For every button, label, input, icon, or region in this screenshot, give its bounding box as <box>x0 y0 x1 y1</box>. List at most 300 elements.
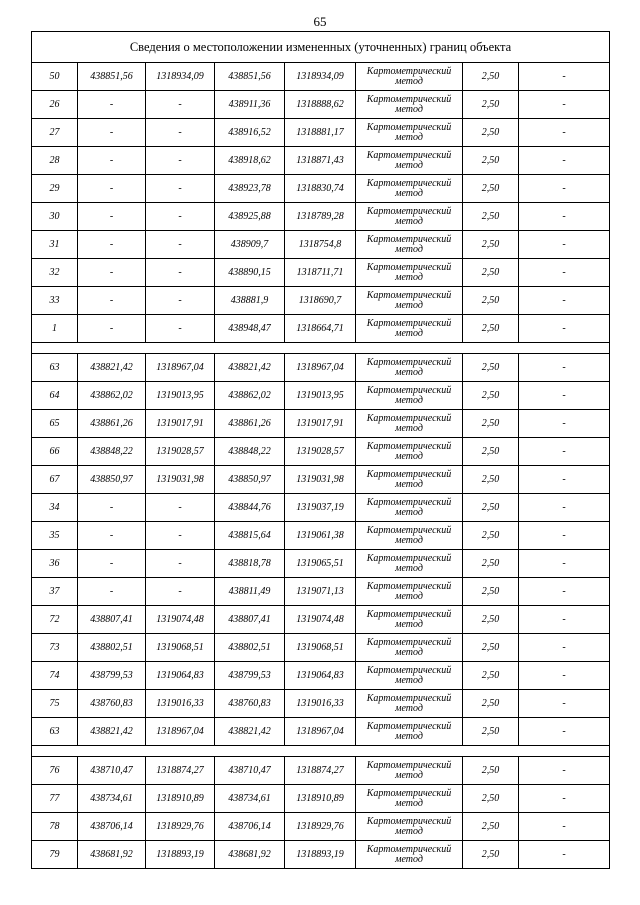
point-number-cell: 75 <box>32 690 78 718</box>
refined-y-cell: 1318830,74 <box>285 175 356 203</box>
existing-y-cell: - <box>146 522 215 550</box>
method-cell <box>356 410 463 438</box>
existing-x-cell: 438799,53 <box>78 662 146 690</box>
method-cell <box>356 578 463 606</box>
method-line-1: Картометрический <box>366 787 452 799</box>
existing-y-cell: - <box>146 91 215 119</box>
refined-x-cell: 438890,15 <box>215 259 285 287</box>
refined-y-cell: 1318888,62 <box>285 91 356 119</box>
existing-x-cell: - <box>78 315 146 343</box>
note-cell: - <box>519 438 610 466</box>
accuracy-cell: 2,50 <box>463 522 519 550</box>
method-cell <box>356 203 463 231</box>
existing-y-cell: 1318967,04 <box>146 354 215 382</box>
method-line-2: метод <box>395 730 423 742</box>
note-cell: - <box>519 841 610 869</box>
existing-y-cell: 1319017,91 <box>146 410 215 438</box>
method-line-1: Картометрический <box>366 468 452 480</box>
existing-y-cell: - <box>146 494 215 522</box>
existing-x-cell: 438710,47 <box>78 757 146 785</box>
refined-y-cell: 1319065,51 <box>285 550 356 578</box>
table-row <box>32 315 610 343</box>
method-line-2: метод <box>395 422 423 434</box>
point-number-cell: 36 <box>32 550 78 578</box>
method-cell <box>356 259 463 287</box>
method-cell <box>356 175 463 203</box>
refined-y-cell: 1318871,43 <box>285 147 356 175</box>
refined-x-cell: 438850,97 <box>215 466 285 494</box>
method-line-1: Картометрический <box>366 815 452 827</box>
existing-y-cell: - <box>146 315 215 343</box>
existing-y-cell: 1319074,48 <box>146 606 215 634</box>
accuracy-cell: 2,50 <box>463 259 519 287</box>
existing-x-cell: 438681,92 <box>78 841 146 869</box>
refined-y-cell: 1319061,38 <box>285 522 356 550</box>
method-line-2: метод <box>395 450 423 462</box>
point-number-cell: 30 <box>32 203 78 231</box>
method-line-1: Картометрический <box>366 636 452 648</box>
existing-x-cell: 438861,26 <box>78 410 146 438</box>
refined-x-cell: 438844,76 <box>215 494 285 522</box>
table-row <box>32 147 610 175</box>
refined-x-cell: 438807,41 <box>215 606 285 634</box>
table-title: Сведения о местоположении измененных (уточненных) границ объекта <box>32 32 610 63</box>
refined-x-cell: 438861,26 <box>215 410 285 438</box>
method-line-1: Картометрический <box>366 317 452 329</box>
existing-y-cell: 1319064,83 <box>146 662 215 690</box>
refined-y-cell: 1318929,76 <box>285 813 356 841</box>
accuracy-cell: 2,50 <box>463 578 519 606</box>
existing-x-cell: - <box>78 203 146 231</box>
note-cell: - <box>519 63 610 91</box>
method-line-1: Картометрический <box>366 552 452 564</box>
table-row <box>32 690 610 718</box>
existing-y-cell: 1318910,89 <box>146 785 215 813</box>
table-row <box>32 813 610 841</box>
method-cell <box>356 382 463 410</box>
accuracy-cell: 2,50 <box>463 175 519 203</box>
method-line-1: Картометрический <box>366 524 452 536</box>
existing-x-cell: - <box>78 231 146 259</box>
table-row <box>32 466 610 494</box>
method-cell <box>356 119 463 147</box>
method-line-2: метод <box>395 159 423 171</box>
accuracy-cell: 2,50 <box>463 231 519 259</box>
refined-y-cell: 1319037,19 <box>285 494 356 522</box>
accuracy-cell: 2,50 <box>463 315 519 343</box>
existing-x-cell: 438848,22 <box>78 438 146 466</box>
point-number-cell: 29 <box>32 175 78 203</box>
method-line-2: метод <box>395 327 423 339</box>
refined-y-cell: 1318910,89 <box>285 785 356 813</box>
method-cell <box>356 522 463 550</box>
method-line-1: Картометрический <box>366 93 452 105</box>
refined-y-cell: 1318690,7 <box>285 287 356 315</box>
table-row <box>32 785 610 813</box>
method-cell <box>356 287 463 315</box>
method-cell <box>356 757 463 785</box>
accuracy-cell: 2,50 <box>463 718 519 746</box>
accuracy-cell: 2,50 <box>463 147 519 175</box>
refined-x-cell: 438815,64 <box>215 522 285 550</box>
refined-x-cell: 438734,61 <box>215 785 285 813</box>
note-cell: - <box>519 119 610 147</box>
method-cell <box>356 634 463 662</box>
method-line-1: Картометрический <box>366 149 452 161</box>
note-cell: - <box>519 522 610 550</box>
method-line-1: Картометрический <box>366 384 452 396</box>
method-line-1: Картометрический <box>366 664 452 676</box>
existing-x-cell: 438851,56 <box>78 63 146 91</box>
existing-x-cell: - <box>78 287 146 315</box>
existing-y-cell: - <box>146 578 215 606</box>
table-row <box>32 606 610 634</box>
accuracy-cell: 2,50 <box>463 813 519 841</box>
refined-x-cell: 438802,51 <box>215 634 285 662</box>
method-line-1: Картометрический <box>366 261 452 273</box>
existing-x-cell: - <box>78 175 146 203</box>
method-cell <box>356 841 463 869</box>
refined-y-cell: 1318881,17 <box>285 119 356 147</box>
existing-x-cell: - <box>78 119 146 147</box>
method-line-1: Картометрический <box>366 720 452 732</box>
accuracy-cell: 2,50 <box>463 785 519 813</box>
note-cell: - <box>519 410 610 438</box>
note-cell: - <box>519 578 610 606</box>
method-line-2: метод <box>395 674 423 686</box>
refined-y-cell: 1319016,33 <box>285 690 356 718</box>
method-line-1: Картометрический <box>366 440 452 452</box>
method-line-1: Картометрический <box>366 289 452 301</box>
table-row <box>32 410 610 438</box>
table-row <box>32 203 610 231</box>
note-cell: - <box>519 718 610 746</box>
existing-x-cell: 438760,83 <box>78 690 146 718</box>
refined-x-cell: 438918,62 <box>215 147 285 175</box>
method-line-2: метод <box>395 825 423 837</box>
existing-x-cell: - <box>78 259 146 287</box>
existing-y-cell: - <box>146 175 215 203</box>
refined-x-cell: 438706,14 <box>215 813 285 841</box>
refined-y-cell: 1318967,04 <box>285 718 356 746</box>
point-number-cell: 78 <box>32 813 78 841</box>
accuracy-cell: 2,50 <box>463 634 519 662</box>
table-row <box>32 550 610 578</box>
method-line-2: метод <box>395 590 423 602</box>
note-cell: - <box>519 91 610 119</box>
existing-y-cell: 1318874,27 <box>146 757 215 785</box>
existing-y-cell: - <box>146 287 215 315</box>
existing-y-cell: 1318934,09 <box>146 63 215 91</box>
note-cell: - <box>519 259 610 287</box>
existing-y-cell: - <box>146 231 215 259</box>
existing-x-cell: - <box>78 91 146 119</box>
point-number-cell: 65 <box>32 410 78 438</box>
method-line-2: метод <box>395 271 423 283</box>
table-row <box>32 231 610 259</box>
refined-y-cell: 1319064,83 <box>285 662 356 690</box>
point-number-cell: 34 <box>32 494 78 522</box>
point-number-cell: 74 <box>32 662 78 690</box>
note-cell: - <box>519 354 610 382</box>
point-number-cell: 77 <box>32 785 78 813</box>
method-line-2: метод <box>395 478 423 490</box>
existing-y-cell: 1319013,95 <box>146 382 215 410</box>
table-row <box>32 259 610 287</box>
page-number: 65 <box>313 14 327 29</box>
method-line-1: Картометрический <box>366 65 452 77</box>
method-line-2: метод <box>395 131 423 143</box>
refined-y-cell: 1319068,51 <box>285 634 356 662</box>
existing-x-cell: 438821,42 <box>78 718 146 746</box>
method-cell <box>356 718 463 746</box>
table-row <box>32 662 610 690</box>
existing-x-cell: - <box>78 494 146 522</box>
point-number-cell: 67 <box>32 466 78 494</box>
method-line-2: метод <box>395 243 423 255</box>
group-separator-cell <box>32 343 610 354</box>
refined-x-cell: 438911,36 <box>215 91 285 119</box>
method-line-2: метод <box>395 215 423 227</box>
method-line-1: Картометрический <box>366 356 452 368</box>
refined-x-cell: 438710,47 <box>215 757 285 785</box>
accuracy-cell: 2,50 <box>463 382 519 410</box>
method-line-2: метод <box>395 797 423 809</box>
accuracy-cell: 2,50 <box>463 662 519 690</box>
method-line-1: Картометрический <box>366 121 452 133</box>
existing-y-cell: 1318929,76 <box>146 813 215 841</box>
point-number-cell: 66 <box>32 438 78 466</box>
existing-y-cell: - <box>146 550 215 578</box>
table-title-row <box>32 32 610 63</box>
existing-x-cell: 438807,41 <box>78 606 146 634</box>
note-cell: - <box>519 494 610 522</box>
refined-x-cell: 438848,22 <box>215 438 285 466</box>
refined-x-cell: 438818,78 <box>215 550 285 578</box>
method-line-1: Картометрический <box>366 692 452 704</box>
note-cell: - <box>519 315 610 343</box>
existing-y-cell: 1319016,33 <box>146 690 215 718</box>
refined-y-cell: 1319017,91 <box>285 410 356 438</box>
table-row <box>32 91 610 119</box>
method-line-2: метод <box>395 75 423 87</box>
group-separator-row <box>32 746 610 757</box>
table-row <box>32 494 610 522</box>
refined-y-cell: 1319013,95 <box>285 382 356 410</box>
note-cell: - <box>519 813 610 841</box>
existing-y-cell: 1319068,51 <box>146 634 215 662</box>
existing-x-cell: 438734,61 <box>78 785 146 813</box>
note-cell: - <box>519 175 610 203</box>
method-line-1: Картометрический <box>366 496 452 508</box>
refined-x-cell: 438760,83 <box>215 690 285 718</box>
note-cell: - <box>519 382 610 410</box>
refined-x-cell: 438811,49 <box>215 578 285 606</box>
existing-x-cell: 438862,02 <box>78 382 146 410</box>
table-row <box>32 757 610 785</box>
refined-x-cell: 438821,42 <box>215 718 285 746</box>
point-number-cell: 37 <box>32 578 78 606</box>
accuracy-cell: 2,50 <box>463 63 519 91</box>
refined-x-cell: 438881,9 <box>215 287 285 315</box>
method-cell <box>356 91 463 119</box>
method-line-2: метод <box>395 506 423 518</box>
refined-y-cell: 1318754,8 <box>285 231 356 259</box>
point-number-cell: 79 <box>32 841 78 869</box>
refined-x-cell: 438799,53 <box>215 662 285 690</box>
accuracy-cell: 2,50 <box>463 287 519 315</box>
point-number-cell: 27 <box>32 119 78 147</box>
point-number-cell: 32 <box>32 259 78 287</box>
method-line-1: Картометрический <box>366 580 452 592</box>
refined-y-cell: 1319074,48 <box>285 606 356 634</box>
method-line-1: Картометрический <box>366 177 452 189</box>
table-row <box>32 382 610 410</box>
point-number-cell: 1 <box>32 315 78 343</box>
existing-x-cell: 438850,97 <box>78 466 146 494</box>
note-cell: - <box>519 606 610 634</box>
accuracy-cell: 2,50 <box>463 606 519 634</box>
note-cell: - <box>519 147 610 175</box>
existing-x-cell: - <box>78 550 146 578</box>
accuracy-cell: 2,50 <box>463 119 519 147</box>
table-row <box>32 522 610 550</box>
point-number-cell: 64 <box>32 382 78 410</box>
method-cell <box>356 606 463 634</box>
table-row <box>32 841 610 869</box>
point-number-cell: 63 <box>32 718 78 746</box>
existing-x-cell: 438706,14 <box>78 813 146 841</box>
refined-y-cell: 1319028,57 <box>285 438 356 466</box>
accuracy-cell: 2,50 <box>463 203 519 231</box>
method-line-1: Картометрический <box>366 608 452 620</box>
existing-x-cell: 438802,51 <box>78 634 146 662</box>
accuracy-cell: 2,50 <box>463 757 519 785</box>
refined-y-cell: 1318664,71 <box>285 315 356 343</box>
accuracy-cell: 2,50 <box>463 690 519 718</box>
boundary-table <box>31 31 610 869</box>
point-number-cell: 33 <box>32 287 78 315</box>
method-line-2: метод <box>395 366 423 378</box>
note-cell: - <box>519 231 610 259</box>
note-cell: - <box>519 690 610 718</box>
accuracy-cell: 2,50 <box>463 91 519 119</box>
refined-x-cell: 438851,56 <box>215 63 285 91</box>
accuracy-cell: 2,50 <box>463 550 519 578</box>
refined-x-cell: 438909,7 <box>215 231 285 259</box>
accuracy-cell: 2,50 <box>463 841 519 869</box>
refined-y-cell: 1318874,27 <box>285 757 356 785</box>
existing-y-cell: - <box>146 259 215 287</box>
existing-x-cell: - <box>78 578 146 606</box>
accuracy-cell: 2,50 <box>463 438 519 466</box>
table-row <box>32 718 610 746</box>
existing-y-cell: 1319028,57 <box>146 438 215 466</box>
method-cell <box>356 785 463 813</box>
refined-x-cell: 438821,42 <box>215 354 285 382</box>
method-cell <box>356 662 463 690</box>
point-number-cell: 76 <box>32 757 78 785</box>
existing-x-cell: 438821,42 <box>78 354 146 382</box>
note-cell: - <box>519 757 610 785</box>
table-row <box>32 287 610 315</box>
note-cell: - <box>519 662 610 690</box>
method-line-1: Картометрический <box>366 205 452 217</box>
refined-y-cell: 1318934,09 <box>285 63 356 91</box>
accuracy-cell: 2,50 <box>463 466 519 494</box>
table-row <box>32 63 610 91</box>
existing-y-cell: - <box>146 203 215 231</box>
existing-y-cell: 1318967,04 <box>146 718 215 746</box>
note-cell: - <box>519 550 610 578</box>
method-cell <box>356 550 463 578</box>
refined-y-cell: 1319071,13 <box>285 578 356 606</box>
method-cell <box>356 63 463 91</box>
refined-x-cell: 438862,02 <box>215 382 285 410</box>
method-line-2: метод <box>395 646 423 658</box>
method-cell <box>356 315 463 343</box>
note-cell: - <box>519 466 610 494</box>
method-line-2: метод <box>395 702 423 714</box>
refined-y-cell: 1319031,98 <box>285 466 356 494</box>
method-line-2: метод <box>395 769 423 781</box>
existing-x-cell: - <box>78 522 146 550</box>
refined-y-cell: 1318893,19 <box>285 841 356 869</box>
accuracy-cell: 2,50 <box>463 354 519 382</box>
method-cell <box>356 813 463 841</box>
method-line-1: Картометрический <box>366 233 452 245</box>
method-cell <box>356 494 463 522</box>
point-number-cell: 28 <box>32 147 78 175</box>
method-line-1: Картометрический <box>366 412 452 424</box>
refined-x-cell: 438948,47 <box>215 315 285 343</box>
point-number-cell: 31 <box>32 231 78 259</box>
note-cell: - <box>519 785 610 813</box>
method-cell <box>356 231 463 259</box>
method-cell <box>356 466 463 494</box>
existing-y-cell: 1318893,19 <box>146 841 215 869</box>
method-line-2: метод <box>395 618 423 630</box>
refined-y-cell: 1318967,04 <box>285 354 356 382</box>
table-row <box>32 634 610 662</box>
method-line-2: метод <box>395 103 423 115</box>
table-row <box>32 438 610 466</box>
note-cell: - <box>519 203 610 231</box>
refined-x-cell: 438681,92 <box>215 841 285 869</box>
point-number-cell: 35 <box>32 522 78 550</box>
existing-x-cell: - <box>78 147 146 175</box>
table-row <box>32 175 610 203</box>
method-line-1: Картометрический <box>366 843 452 855</box>
point-number-cell: 72 <box>32 606 78 634</box>
existing-y-cell: - <box>146 147 215 175</box>
method-cell <box>356 438 463 466</box>
accuracy-cell: 2,50 <box>463 494 519 522</box>
accuracy-cell: 2,50 <box>463 410 519 438</box>
point-number-cell: 63 <box>32 354 78 382</box>
existing-y-cell: 1319031,98 <box>146 466 215 494</box>
method-cell <box>356 147 463 175</box>
refined-x-cell: 438916,52 <box>215 119 285 147</box>
method-line-2: метод <box>395 299 423 311</box>
note-cell: - <box>519 634 610 662</box>
existing-y-cell: - <box>146 119 215 147</box>
method-line-2: метод <box>395 394 423 406</box>
refined-y-cell: 1318789,28 <box>285 203 356 231</box>
note-cell: - <box>519 287 610 315</box>
group-separator-cell <box>32 746 610 757</box>
point-number-cell: 73 <box>32 634 78 662</box>
